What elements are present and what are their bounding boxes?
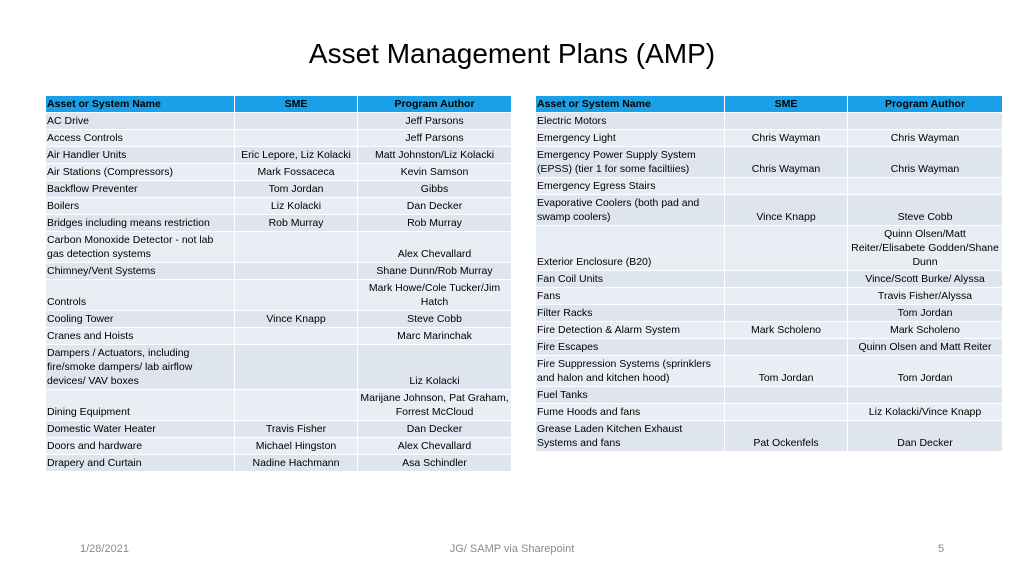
cell-sme <box>725 226 847 270</box>
table-row <box>536 356 1002 386</box>
cell-asset: Fire Escapes <box>536 339 724 355</box>
cell-asset: Controls <box>46 280 234 310</box>
table-row <box>46 280 511 310</box>
cell-sme <box>235 263 357 279</box>
cell-asset: Emergency Power Supply System (EPSS) (tier 1 for some faciltiies) <box>536 147 724 177</box>
table-row <box>536 387 1002 403</box>
cell-asset: Dampers / Actuators, including fire/smoke dampers/ lab airflow devices/ VAV boxes <box>46 345 234 389</box>
cell-author: Steve Cobb <box>358 311 511 327</box>
cell-sme <box>235 328 357 344</box>
cell-sme <box>235 130 357 146</box>
cell-sme: Tom Jordan <box>725 356 847 386</box>
table-row <box>536 178 1002 194</box>
table-row <box>46 455 511 471</box>
cell-author: Gibbs <box>358 181 511 197</box>
cell-asset: Carbon Monoxide Detector - not lab gas detection systems <box>46 232 234 262</box>
table-row <box>536 147 1002 177</box>
cell-author <box>848 113 1002 129</box>
cell-asset: Grease Laden Kitchen Exhaust Systems and fans <box>536 421 724 451</box>
table-row <box>46 198 511 214</box>
cell-author: Dan Decker <box>358 198 511 214</box>
cell-author: Quinn Olsen/Matt Reiter/Elisabete Godden/Shane Dunn <box>848 226 1002 270</box>
table-row <box>46 263 511 279</box>
table-row <box>536 113 1002 129</box>
table-row <box>46 164 511 180</box>
table-row <box>46 181 511 197</box>
cell-author: Dan Decker <box>358 421 511 437</box>
table-row <box>536 322 1002 338</box>
cell-sme <box>725 288 847 304</box>
cell-sme <box>725 178 847 194</box>
cell-author: Tom Jordan <box>848 305 1002 321</box>
cell-author: Shane Dunn/Rob Murray <box>358 263 511 279</box>
cell-author: Travis Fisher/Alyssa <box>848 288 1002 304</box>
header-asset: Asset or System Name <box>46 96 234 112</box>
cell-sme <box>725 113 847 129</box>
cell-sme: Nadine Hachmann <box>235 455 357 471</box>
table-row <box>46 113 511 129</box>
cell-asset: Cooling Tower <box>46 311 234 327</box>
cell-sme: Liz Kolacki <box>235 198 357 214</box>
cell-asset: Chimney/Vent Systems <box>46 263 234 279</box>
cell-asset: AC Drive <box>46 113 234 129</box>
cell-asset: Air Stations (Compressors) <box>46 164 234 180</box>
header-asset: Asset or System Name <box>536 96 724 112</box>
cell-asset: Exterior Enclosure (B20) <box>536 226 724 270</box>
cell-sme: Mark Scholeno <box>725 322 847 338</box>
cell-asset: Fuel Tanks <box>536 387 724 403</box>
cell-sme: Pat Ockenfels <box>725 421 847 451</box>
header-sme: SME <box>235 96 357 112</box>
cell-sme: Rob Murray <box>235 215 357 231</box>
cell-author: Matt Johnston/Liz Kolacki <box>358 147 511 163</box>
table-header-row <box>46 96 511 112</box>
cell-sme <box>235 280 357 310</box>
cell-author: Liz Kolacki/Vince Knapp <box>848 404 1002 420</box>
cell-asset: Fire Detection & Alarm System <box>536 322 724 338</box>
cell-author: Mark Howe/Cole Tucker/Jim Hatch <box>358 280 511 310</box>
cell-author: Mark Scholeno <box>848 322 1002 338</box>
header-sme: SME <box>725 96 847 112</box>
footer-date: 1/28/2021 <box>80 543 129 555</box>
cell-author: Steve Cobb <box>848 195 1002 225</box>
cell-asset: Evaporative Coolers (both pad and swamp coolers) <box>536 195 724 225</box>
cell-asset: Cranes and Hoists <box>46 328 234 344</box>
cell-sme <box>725 339 847 355</box>
table-row <box>46 215 511 231</box>
cell-author: Tom Jordan <box>848 356 1002 386</box>
table-row <box>536 339 1002 355</box>
cell-author: Chris Wayman <box>848 147 1002 177</box>
amp-table-right <box>535 95 1003 452</box>
table-row <box>536 195 1002 225</box>
footer-page-number: 5 <box>938 543 945 555</box>
cell-asset: Emergency Egress Stairs <box>536 178 724 194</box>
table-row <box>46 438 511 454</box>
table-row <box>46 311 511 327</box>
cell-author: Liz Kolacki <box>358 345 511 389</box>
table-row <box>536 271 1002 287</box>
cell-sme <box>235 345 357 389</box>
cell-author <box>848 387 1002 403</box>
table-row <box>46 328 511 344</box>
table-row <box>46 345 511 389</box>
cell-sme: Mark Fossaceca <box>235 164 357 180</box>
cell-sme: Eric Lepore, Liz Kolacki <box>235 147 357 163</box>
amp-table-left <box>45 95 512 472</box>
cell-asset: Dining Equipment <box>46 390 234 420</box>
cell-author: Alex Chevallard <box>358 438 511 454</box>
cell-sme <box>235 113 357 129</box>
table-row <box>46 390 511 420</box>
cell-asset: Fume Hoods and fans <box>536 404 724 420</box>
cell-asset: Domestic Water Heater <box>46 421 234 437</box>
table-header-row <box>536 96 1002 112</box>
cell-author: Marijane Johnson, Pat Graham, Forrest McCloud <box>358 390 511 420</box>
table-row <box>536 226 1002 270</box>
cell-author: Rob Murray <box>358 215 511 231</box>
cell-sme <box>725 305 847 321</box>
cell-author: Quinn Olsen and Matt Reiter <box>848 339 1002 355</box>
slide-title: Asset Management Plans (AMP) <box>308 38 716 69</box>
header-author: Program Author <box>358 96 511 112</box>
cell-sme: Chris Wayman <box>725 147 847 177</box>
cell-author: Marc Marinchak <box>358 328 511 344</box>
table-row <box>536 404 1002 420</box>
footer-source: JG/ SAMP via Sharepoint <box>449 543 575 555</box>
cell-asset: Fans <box>536 288 724 304</box>
cell-sme <box>725 404 847 420</box>
cell-author: Chris Wayman <box>848 130 1002 146</box>
cell-author: Jeff Parsons <box>358 113 511 129</box>
cell-sme: Travis Fisher <box>235 421 357 437</box>
cell-sme <box>235 232 357 262</box>
cell-asset: Fire Suppression Systems (sprinklers and halon and kitchen hood) <box>536 356 724 386</box>
cell-author: Asa Schindler <box>358 455 511 471</box>
cell-sme <box>725 271 847 287</box>
table-row <box>46 421 511 437</box>
cell-asset: Boilers <box>46 198 234 214</box>
cell-sme: Chris Wayman <box>725 130 847 146</box>
cell-asset: Doors and hardware <box>46 438 234 454</box>
cell-sme: Michael Hingston <box>235 438 357 454</box>
cell-asset: Emergency Light <box>536 130 724 146</box>
cell-asset: Access Controls <box>46 130 234 146</box>
table-row <box>46 232 511 262</box>
header-author: Program Author <box>848 96 1002 112</box>
table-row <box>536 421 1002 451</box>
cell-author: Kevin Samson <box>358 164 511 180</box>
cell-sme <box>725 387 847 403</box>
cell-sme: Vince Knapp <box>235 311 357 327</box>
cell-author <box>848 178 1002 194</box>
table-row <box>46 147 511 163</box>
table-row <box>46 130 511 146</box>
table-row <box>536 130 1002 146</box>
cell-sme: Vince Knapp <box>725 195 847 225</box>
cell-asset: Drapery and Curtain <box>46 455 234 471</box>
cell-asset: Electric Motors <box>536 113 724 129</box>
cell-author: Dan Decker <box>848 421 1002 451</box>
cell-author: Vince/Scott Burke/ Alyssa <box>848 271 1002 287</box>
cell-sme <box>235 390 357 420</box>
table-row <box>536 305 1002 321</box>
cell-sme: Tom Jordan <box>235 181 357 197</box>
cell-author: Jeff Parsons <box>358 130 511 146</box>
cell-asset: Fan Coil Units <box>536 271 724 287</box>
cell-asset: Backflow Preventer <box>46 181 234 197</box>
cell-asset: Filter Racks <box>536 305 724 321</box>
cell-asset: Air Handler Units <box>46 147 234 163</box>
cell-asset: Bridges including means restriction <box>46 215 234 231</box>
cell-author: Alex Chevallard <box>358 232 511 262</box>
table-row <box>536 288 1002 304</box>
